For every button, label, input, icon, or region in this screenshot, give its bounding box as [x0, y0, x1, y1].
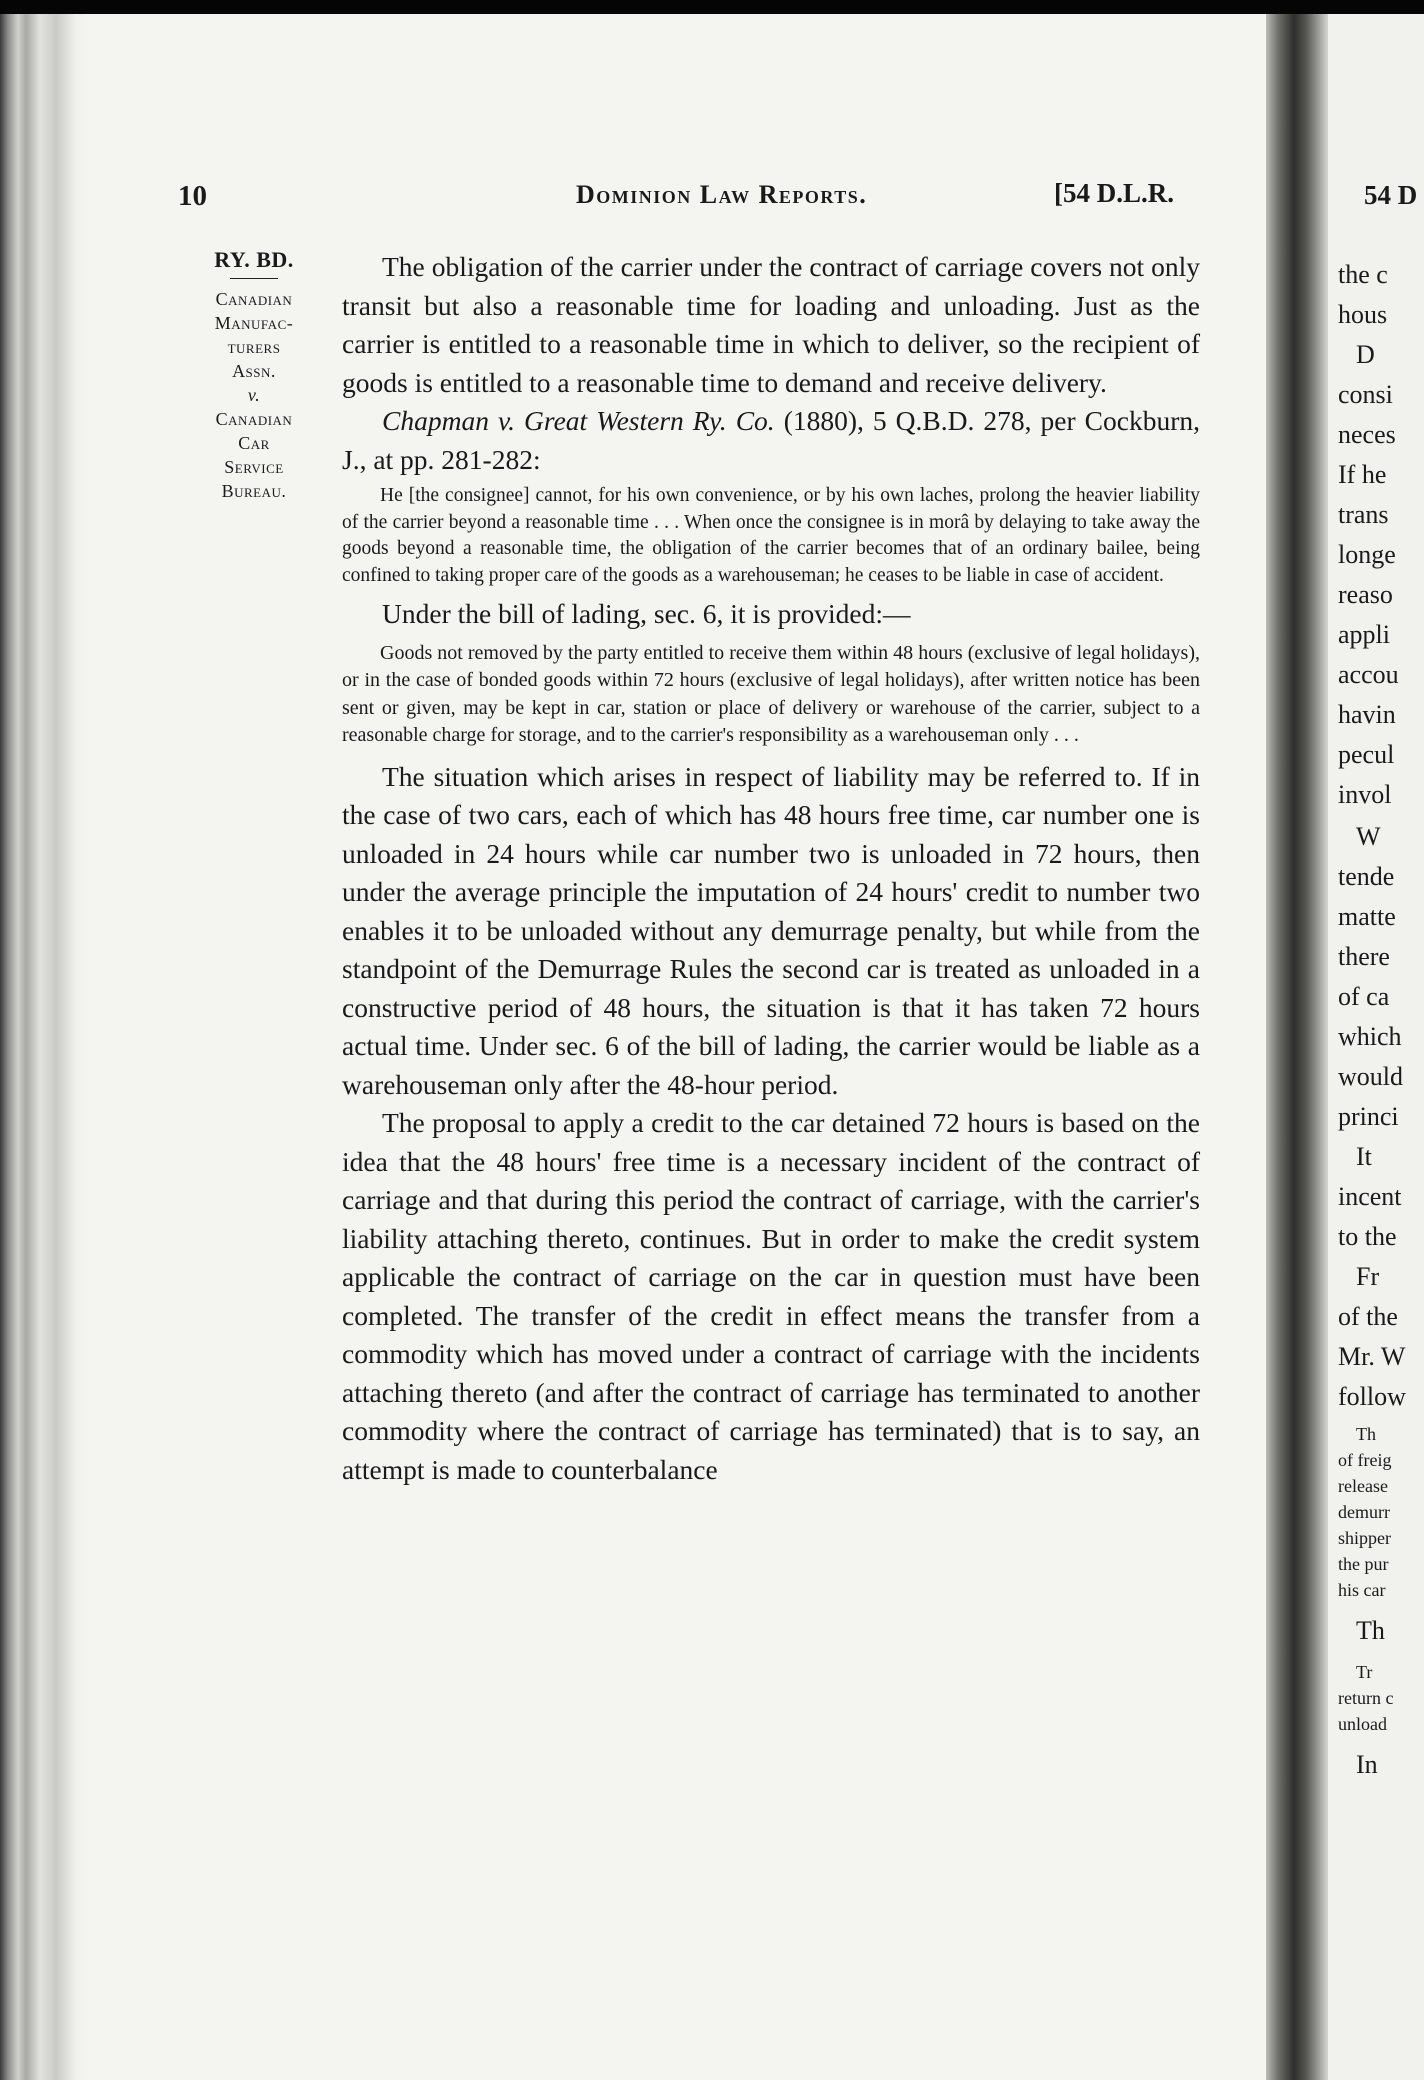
citation-details: (1880), 5 Q.B.D. 278, per Cockburn, J., at pp. 281-282: [342, 405, 1200, 475]
adjacent-line: to the [1338, 1222, 1397, 1251]
adjacent-line: princi [1338, 1102, 1399, 1131]
page-number: 10 [178, 180, 207, 212]
citation-case-name: Chapman v. Great Western Ry. Co. [382, 405, 775, 436]
adjacent-line: Mr. W [1338, 1342, 1406, 1371]
adjacent-line: would [1338, 1062, 1403, 1091]
adjacent-page-fragment [1328, 14, 1424, 2080]
adjacent-line: accou [1338, 660, 1399, 689]
adjacent-line: In [1356, 1750, 1378, 1779]
adjacent-line: of ca [1338, 982, 1390, 1011]
book-gutter-shadow [1266, 14, 1328, 2080]
adjacent-line: Th [1356, 1424, 1376, 1444]
adjacent-line: the c [1338, 260, 1388, 289]
scan-top-border [0, 0, 1424, 14]
margin-line: Canadian [215, 409, 293, 429]
adjacent-line: It [1356, 1142, 1372, 1171]
adjacent-line: reaso [1338, 580, 1393, 609]
main-text [342, 248, 1200, 1489]
adjacent-line: trans [1338, 500, 1389, 529]
margin-divider [230, 278, 278, 279]
adjacent-line: If he [1338, 460, 1387, 489]
adjacent-line: consi [1338, 380, 1393, 409]
volume-reference: [54 D.L.R. [1054, 178, 1174, 208]
adjacent-line: demurr [1338, 1502, 1390, 1522]
adjacent-line: hous [1338, 300, 1388, 329]
margin-line: Bureau. [221, 481, 287, 501]
adjacent-line: of the [1338, 1302, 1398, 1331]
running-title: Dominion Law Reports. [576, 180, 868, 209]
adjacent-line: shipper [1338, 1528, 1391, 1548]
adjacent-line: return c [1338, 1688, 1394, 1708]
adjacent-line: there [1338, 942, 1390, 971]
margin-line: Manufac- [214, 313, 294, 333]
adjacent-line: release [1338, 1476, 1388, 1496]
margin-line: Service [224, 457, 284, 477]
adjacent-line: follow [1338, 1382, 1406, 1411]
block-quote: He [the consignee] cannot, for his own convenience, or by his own laches, prolong the heavier liability of the carrier beyond a reasonable time . . . When once the consignee is in morâ by delaying to take away the goods beyond a reasonable time, the obligation of the carrier becomes that of an ordinary bailee, being confined to taking proper care of the goods as a warehouseman; he ceases to be liable in case of accident. [342, 485, 1200, 586]
block-quote: Goods not removed by the party entitled to receive them within 48 hours (exclusive of legal holidays), or in the case of bonded goods within 72 hours (exclusive of legal holidays), after written notice has been sent or given, may be kept in car, station or place of delivery or warehouse of the carrier, subject to a reasonable charge for storage, and to the carrier's responsibility as a warehouseman only . . . [342, 641, 1200, 746]
adjacent-line: Th [1356, 1616, 1385, 1645]
adjacent-line: unload [1338, 1714, 1387, 1734]
adjacent-line: longe [1338, 540, 1396, 569]
paragraph: The situation which arises in respect of liability may be referred to. If in the case of two cars, each of which has 48 hours free time, car number one is unloaded in 24 hours while car number two is unloaded in 72 hours, then under the average principle the imputation of 24 hours' credit to number two enables it to be unloaded without any demurrage penalty, but while from the standpoint of the Demurrage Rules the second car is treated as unloaded in a constructive period of 48 hours, the situation is that it has taken 72 hours actual time. Under sec. 6 of the bill of lading, the carrier would be liable as a warehouseman only after the 48-hour period. [342, 760, 1200, 1100]
adjacent-line: invol [1338, 780, 1392, 809]
adjacent-line: Fr [1356, 1262, 1380, 1291]
adjacent-line: which [1338, 1022, 1402, 1051]
margin-line: Canadian [215, 289, 293, 309]
adjacent-line: D [1356, 340, 1375, 369]
margin-line: v. [247, 385, 261, 405]
paragraph: The obligation of the carrier under the contract of carriage covers not only transit but also a reasonable time for loading and unloading. Just as the carrier is entitled to a reasonable time in which to deliver, so the recipient of goods is entitled to a reasonable time to demand and receive delivery. [342, 251, 1200, 398]
adjacent-line: of freig [1338, 1450, 1392, 1470]
adjacent-line: tende [1338, 862, 1395, 891]
citation [342, 402, 1200, 479]
paragraph: Under the bill of lading, sec. 6, it is provided:— [382, 598, 911, 629]
adjacent-header: 54 D [1364, 180, 1418, 210]
adjacent-line: W [1356, 822, 1381, 851]
court-label: RY. BD. [214, 247, 294, 272]
adjacent-line: havin [1338, 700, 1396, 729]
adjacent-line: matte [1338, 902, 1396, 931]
margin-line: Car [238, 433, 270, 453]
adjacent-line: incent [1338, 1182, 1402, 1211]
adjacent-line: the pur [1338, 1554, 1389, 1574]
margin-line: Assn. [232, 361, 276, 381]
margin-line: turers [227, 337, 281, 357]
book-binding-edge [0, 14, 86, 2080]
adjacent-line: neces [1338, 420, 1396, 449]
adjacent-line: his car [1338, 1580, 1386, 1600]
paragraph: The proposal to apply a credit to the car detained 72 hours is based on the idea that the 48 hours' free time is a necessary incident of the contract of carriage and that during this period the contract of carriage, with the carrier's liability attaching thereto, continues. But in order to make the credit system applicable the contract of carriage on the car in question must have been completed. The transfer of the credit in effect means the transfer from a commodity which has moved under a contract of carriage with the incidents attaching thereto (and after the contract of carriage has terminated to another commodity where the contract of carriage has terminated) that is to say, an attempt is made to counterbalance [342, 1107, 1200, 1485]
adjacent-line: appli [1338, 620, 1390, 649]
margin-case-note [188, 248, 320, 503]
adjacent-line: Tr [1356, 1662, 1373, 1682]
adjacent-line: pecul [1338, 740, 1395, 769]
